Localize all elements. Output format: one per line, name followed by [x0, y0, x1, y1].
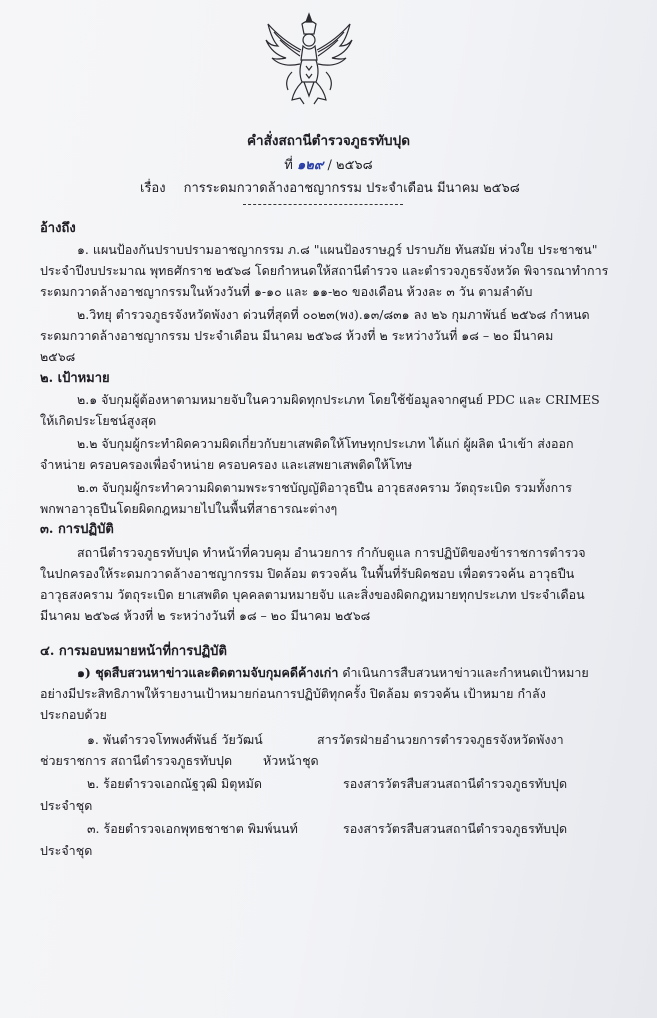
member3-continuation: ประจำชุด: [40, 843, 93, 858]
operations-line2: ในปกครองให้ระดมกวาดล้างอาชญากรรม ปิดล้อม ตรวจค้น ในพื้นที่รับผิดชอบ เพื่อตรวจค้น อาวุธปืน: [40, 566, 575, 581]
member1-continuation: ช่วยราชการ สถานีตำรวจภูธรทับปุด: [40, 753, 233, 768]
operations-line3: อาวุธสงคราม วัตถุระเบิด ยาเสพติด บุคคลตามหมายจับ และสิ่งของผิดกฎหมายทุกประเภท ประจำเดือน: [40, 587, 585, 602]
target-item2-line2: จำหน่าย ครอบครองเพื่อจำหน่าย ครอบครอง และเสพยาเสพติดให้โทษ: [40, 457, 413, 472]
garuda-emblem-icon: [262, 10, 356, 110]
reference-item2-line1: ๒.วิทยุ ตำรวจภูธรจังหวัดพังงา ด่วนที่สุดที่ ๐๐๒๓(พง).๑๓/๘๓๑ ลง ๒๖ กุมภาพันธ์ ๒๕๖๘ กำหนด: [77, 307, 590, 322]
order-number-prefix: ที่: [284, 158, 293, 173]
member1-name: ๑. พันตำรวจโทพงศ์พันธ์ วัยวัฒน์: [87, 732, 263, 747]
order-number-suffix: / ๒๕๖๘: [327, 158, 373, 173]
target-item3-line2: พกพาอาวุธปืนโดยผิดกฎหมายไปในพื้นที่สาธารณะต่างๆ: [40, 501, 338, 516]
member1-role: หัวหน้าชุด: [263, 753, 319, 768]
order-number: [0, 157, 657, 175]
order-number-handwritten: ๑๒๙: [297, 158, 324, 173]
member2-position: รองสารวัตรสืบสวนสถานีตำรวจภูธรทับปุด: [343, 776, 568, 791]
reference-heading: อ้างถึง: [40, 221, 76, 236]
reference-item1-line2: ประจำปีงบประมาณ พุทธศักราช ๒๕๖๘ โดยกำหนดให้สถานีตำรวจ และตำรวจภูธรจังหวัด พิจารณาทำการ: [40, 263, 609, 278]
operations-heading: ๓. การปฏิบัติ: [40, 522, 114, 537]
target-item1-line2: ให้เกิดประโยชน์สูงสุด: [40, 413, 157, 428]
target-item2-line1: ๒.๒ จับกุมผู้กระทำผิดความผิดเกี่ยวกับยาเสพติดให้โทษทุกประเภท ได้แก่ ผู้ผลิต นำเข้า ส่งออก: [77, 436, 574, 451]
reference-item1-line1: ๑. แผนป้องกันปราบปรามอาชญากรรม ภ.๘ "แผนป้องราษฎร์ ปราบภัย ทันสมัย ห่วงใย ประชาชน": [77, 242, 598, 257]
subject-text: การระดมกวาดล้างอาชญากรรม ประจำเดือน มีนาคม ๒๕๖๘: [183, 181, 520, 196]
reference-item1-line3: ระดมกวาดล้างอาชญากรรมในห้วงวันที่ ๑-๑๐ และ ๑๑-๒๐ ของเดือน ห้วงละ ๓ วัน ตามลำดับ: [40, 284, 533, 299]
member2-continuation: ประจำชุด: [40, 798, 93, 813]
team1-desc-first: ดำเนินการสืบสวนหาข่าวและกำหนดเป้าหมาย: [342, 665, 589, 680]
member3-position: รองสารวัตรสืบสวนสถานีตำรวจภูธรทับปุด: [343, 821, 568, 836]
team1-header: [77, 662, 589, 683]
team1-title: ๑) ชุดสืบสวนหาข่าวและติดตามจับกุมคดีค้างเก่า: [77, 665, 339, 680]
reference-item2-line2: ระดมกวาดล้างอาชญากรรม ประจำเดือน มีนาคม ๒๕๖๘ ห้วงที่ ๒ ระหว่างวันที่ ๑๘ – ๒๐ มีนาคม: [40, 328, 554, 343]
order-title: คำสั่งสถานีตำรวจภูธรทับปุด: [247, 133, 410, 149]
title-divider: [243, 204, 403, 205]
target-item3-line1: ๒.๓ จับกุมผู้กระทำความผิดตามพระราชบัญญัติอาวุธปืน อาวุธสงคราม วัตถุระเบิด รวมทั้งการ: [77, 480, 572, 495]
team1-desc-line2: ประกอบด้วย: [40, 707, 107, 722]
targets-heading: ๒. เป้าหมาย: [40, 371, 110, 386]
assignment-heading: ๔. การมอบหมายหน้าที่การปฏิบัติ: [40, 644, 227, 659]
member3-name: ๓. ร้อยตำรวจเอกพุทธชาชาต พิมพ์นนท์: [87, 821, 298, 836]
member2-name: ๒. ร้อยตำรวจเอกณัฐวุฒิ มิตุหมัด: [87, 776, 263, 791]
subject-label: เรื่อง: [140, 181, 166, 196]
operations-line1: สถานีตำรวจภูธรทับปุด ทำหน้าที่ควบคุม อำนวยการ กำกับดูแล การปฏิบัติของข้าราชการตำรวจ: [77, 545, 586, 560]
reference-item2-line3: ๒๕๖๘: [40, 349, 76, 364]
order-subject: [140, 180, 520, 198]
member1-position: สารวัตรฝ่ายอำนวยการตำรวจภูธรจังหวัดพังงา: [317, 732, 564, 747]
operations-line4: มีนาคม ๒๕๖๘ ห้วงที่ ๒ ระหว่างวันที่ ๑๘ – ๒๐ มีนาคม ๒๕๖๘: [40, 608, 371, 623]
target-item1-line1: ๒.๑ จับกุมผู้ต้องหาตามหมายจับในความผิดทุกประเภท โดยใช้ข้อมูลจากศูนย์ PDC และ CRIMES: [77, 392, 600, 407]
team1-desc-line1: อย่างมีประสิทธิภาพให้รายงานเป้าหมายก่อนการปฏิบัติทุกครั้ง ปิดล้อม ตรวจค้น เป้าหมาย กำลัง: [40, 686, 546, 701]
